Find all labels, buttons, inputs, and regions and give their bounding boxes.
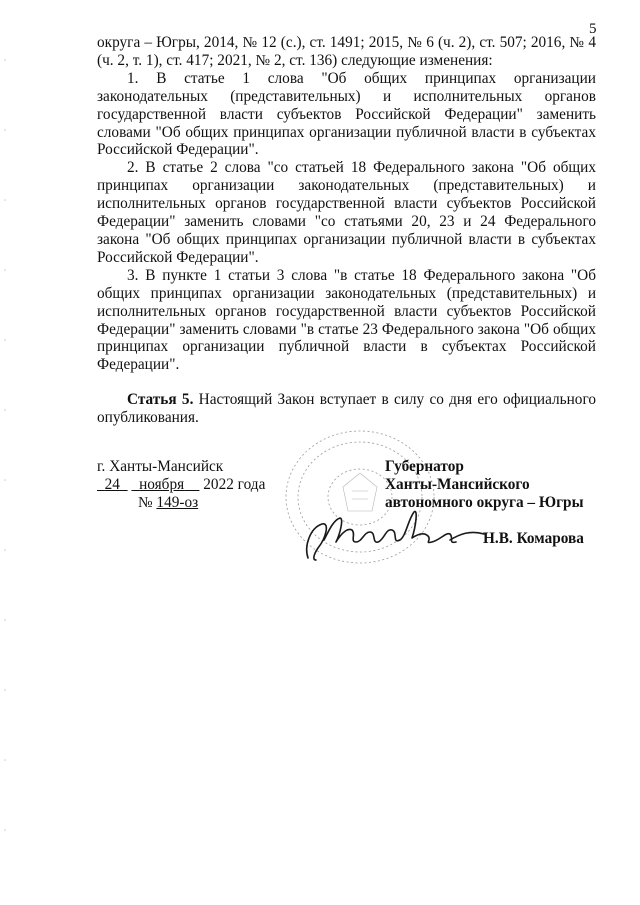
signing-place: г. Ханты-Мансийск bbox=[97, 458, 224, 475]
paragraph-item-1: 1. В статье 1 слова "Об общих принципах организации законодательных (представительных) и исполнительных органов государственной власти субъектов Российской Федерации" заменить словами "Об общих принципах организации публичной власти в субъектах Российской Федерации". bbox=[97, 69, 596, 159]
law-number: № 149-оз bbox=[138, 494, 199, 511]
paragraph-item-2: 2. В статье 2 слова "со статьей 18 Федерального закона "Об общих принципах организации законодательных (представительных) и исполнительных органов государственной власти субъектов Российской Федерации" заменить словами "со статьями 20, 23 и 24 Федерального закона "Об общих принципах организации публичной власти в субъектах Российской Федерации". bbox=[97, 159, 596, 266]
date-day: 24 bbox=[104, 476, 120, 493]
binding-marks bbox=[2, 40, 8, 860]
article-5-heading: Статья 5. bbox=[127, 391, 194, 409]
paragraph-item-3: 3. В пункте 1 статьи 3 слова "в статье 18 Федерального закона "Об общих принципах организации законодательных (представительных) и исполнительных органов государственной власти субъектов Российской Федерации" заменить словами "в статье 23 Федерального закона "Об общих принципах организации публичной власти в субъектах Российской Федерации". bbox=[97, 266, 596, 374]
page-number: 5 bbox=[589, 21, 597, 37]
governor-name: Н.В. Комарова bbox=[483, 530, 584, 547]
date-month: ноября bbox=[139, 476, 185, 493]
article-5-text: Настоящий Закон вступает в силу со дня его официального опубликования. bbox=[97, 391, 596, 427]
paragraph-continuation: округа – Югры, 2014, № 12 (с.), ст. 1491; 2015, № 6 (ч. 2), ст. 507; 2016, № 4 (ч. 2, т. 1), ст. 417; 2021, № 2, ст. 136) следующие изменения: bbox=[97, 34, 596, 69]
governor-title: Губернатор Ханты-Мансийского автономного округа – Югры bbox=[385, 458, 584, 511]
signing-date bbox=[97, 476, 265, 494]
date-year: 2022 года bbox=[203, 476, 266, 493]
